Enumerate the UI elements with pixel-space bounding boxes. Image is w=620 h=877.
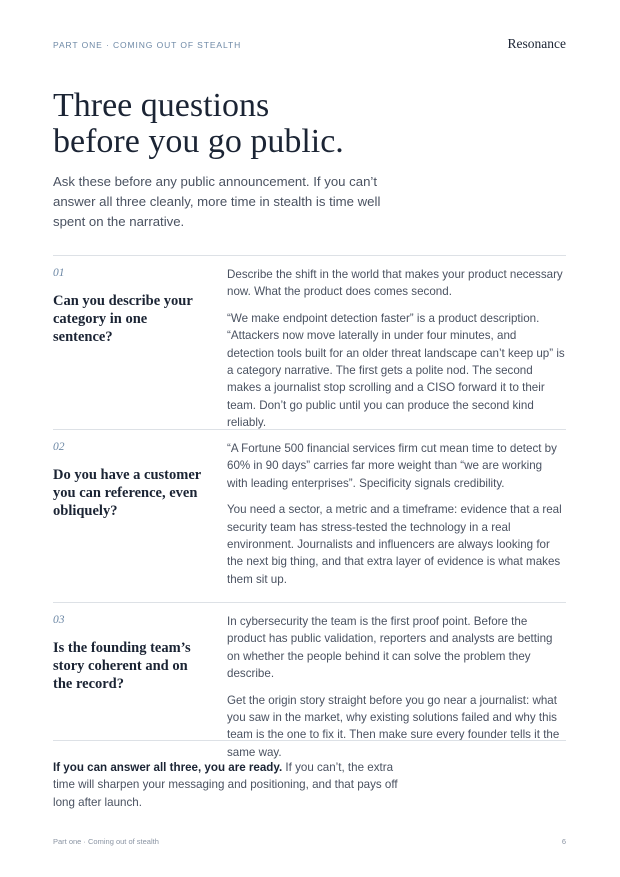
answer-paragraph: You need a sector, a metric and a timeframe: evidence that a real security team has stress-tested the technology in a real environment. Journalists and influencers are always looking for the next big thing, and that extra layer of evidence is what makes them sit up. [227, 503, 562, 586]
brand-logo: Resonance [507, 36, 566, 51]
question-title: Do you have a customer you can reference, even obliquely? [53, 467, 201, 520]
answer-paragraph: In cybersecurity the team is the first proof point. Before the product has public validation, reporters and analysts are betting on whether the people behind it can solve the problem they describe. [227, 615, 553, 681]
answer-paragraph: “A Fortune 500 financial services firm cut mean time to detect by 60% in 90 days” carries far more weight than “we are working with leading enterprises”. Specificity signals credibility. [227, 442, 557, 490]
section-kicker: PART ONE · COMING OUT OF STEALTH [53, 40, 242, 50]
question-number: 01 [53, 267, 65, 279]
answer-paragraph: Describe the shift in the world that makes your product necessary now. What the product does comes second. [227, 268, 563, 299]
page-title-line-1: Three questions [53, 87, 270, 124]
page-title [53, 88, 513, 160]
closing-rest: If you can’t, the extra time will sharpen your messaging and positioning, and that pays off long after launch. [53, 761, 398, 809]
answer-paragraph: Get the origin story straight before you go near a journalist: what you saw in the market, why existing solutions failed and why this team is the one to fix it. Then make sure every founder tells it the same way. [227, 693, 560, 759]
question-number: 02 [53, 441, 65, 453]
question-block-2 [53, 429, 566, 602]
intro-paragraph: Ask these before any public announcement. If you can’t answer all three cleanly, more time in stealth is time well spent on the narrative. [53, 174, 381, 229]
divider [53, 740, 566, 741]
question-answer [227, 440, 565, 597]
question-block-1 [53, 255, 566, 429]
question-title: Is the founding team’s story coherent and on the record? [53, 640, 191, 693]
footer-section-label: Part one · Coming out of stealth [53, 837, 159, 846]
closing-lead: If you can answer all three, you are ready. [53, 761, 283, 774]
question-block-3 [53, 602, 566, 759]
page-title-line-2: before you go public. [53, 123, 344, 160]
question-answer [227, 613, 565, 770]
question-answer [227, 266, 565, 441]
answer-paragraph: “We make endpoint detection faster” is a product description. “Attackers now move laterally in under four minutes, and detection tools built for an older threat landscape can’t keep up” is a category narrative. The first gets a polite nod. The second makes a journalist stop scrolling and a CISO forward it to their team. Don’t go public until you can produce the second kind reliably. [227, 311, 565, 430]
page-number: 6 [561, 837, 566, 846]
question-title: Can you describe your category in one sentence? [53, 293, 193, 346]
question-number: 03 [53, 614, 65, 626]
closing-paragraph [53, 759, 403, 811]
